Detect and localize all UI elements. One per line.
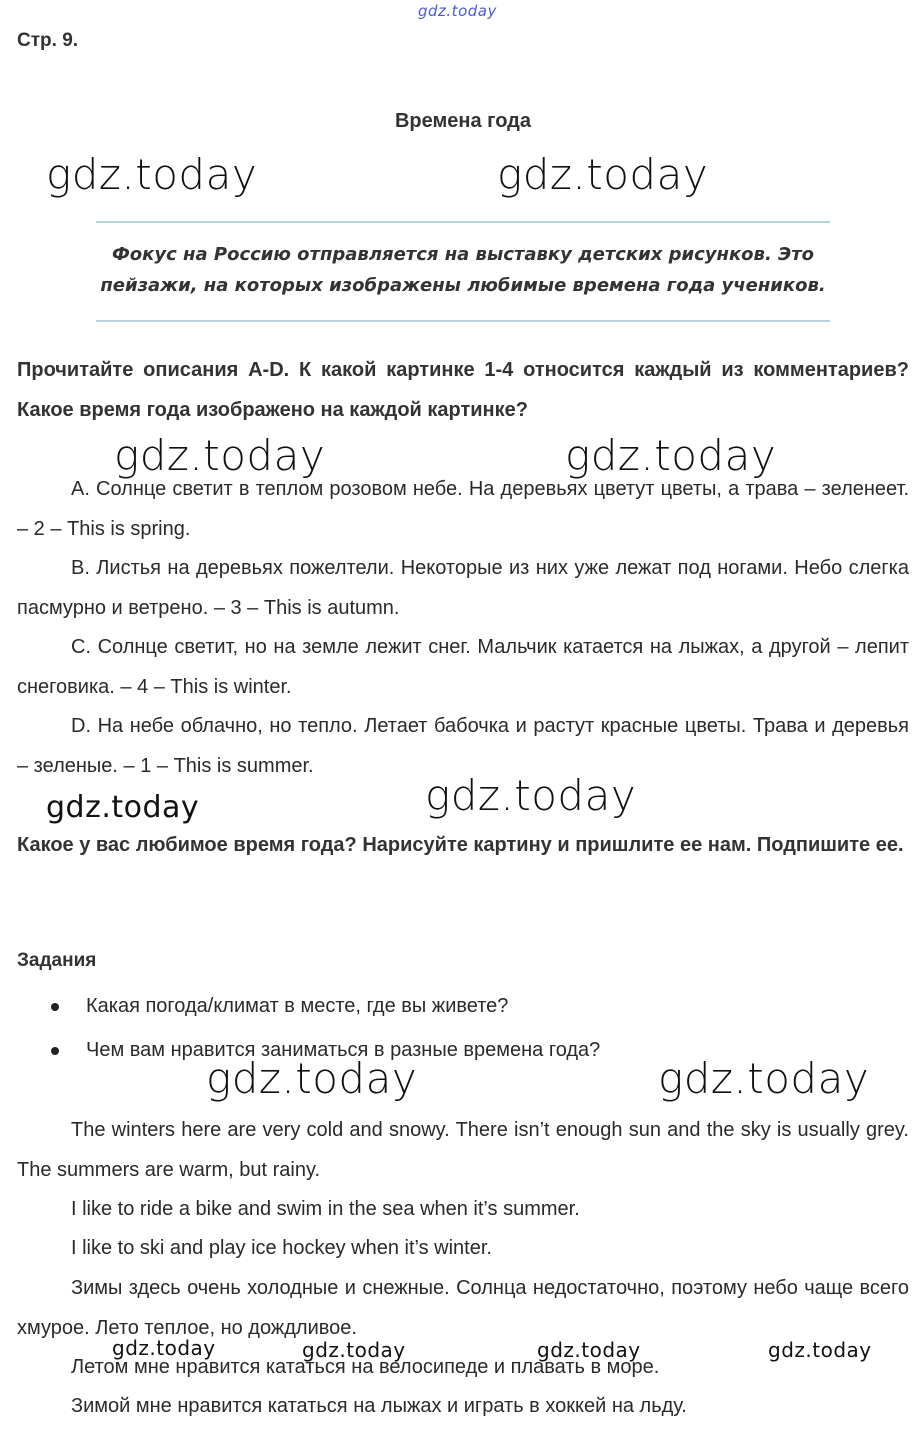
watermark: gdz.today	[497, 150, 709, 199]
list-item	[0, 987, 600, 1031]
task-draw: Какое у вас любимое время года? Нарисуйте картину и пришлите ее нам. Подпишите ее.	[17, 834, 904, 856]
russian-answer-weather: Зимы здесь очень холодные и снежные. Солнца недостаточно, поэтому небо чаще всего хмурое. Лето теплое, но дождливое.	[17, 1277, 909, 1339]
watermark: gdz.today	[46, 790, 200, 825]
answer-c: C. Солнце светит, но на земле лежит снег. Мальчик катается на лыжах, а другой – лепит снеговика. – 4 – This is winter.	[17, 636, 909, 698]
watermark: gdz.today	[565, 431, 777, 480]
watermark: gdz.today	[206, 1054, 418, 1103]
task-instructions: Прочитайте описания A-D. К какой картинке 1-4 относится каждый из комментариев? Какое время года изображено на каждой картинке?	[17, 359, 909, 421]
watermark-top: gdz.today	[418, 2, 497, 20]
answer-b: B. Листья на деревьях пожелтели. Некоторые из них уже лежат под ногами. Небо слегка пасмурно и ветрено. – 3 – This is autumn.	[17, 557, 909, 619]
answer-a: A. Солнце светит в теплом розовом небе. На деревьях цветут цветы, а трава – зеленеет. – 2 – This is spring.	[17, 478, 909, 540]
english-answer-summer: I like to ride a bike and swim in the sea when it’s summer.	[71, 1198, 580, 1220]
bullet-icon	[51, 1003, 59, 1011]
divider-bottom	[96, 320, 830, 322]
english-answer-weather: The winters here are very cold and snowy. There isn’t enough sun and the sky is usually grey. The summers are warm, but rainy.	[17, 1119, 909, 1181]
watermark: gdz.today	[112, 1336, 216, 1360]
watermark: gdz.today	[658, 1054, 870, 1103]
answer-d: D. На небе облачно, но тепло. Летает бабочка и растут красные цветы. Трава и деревья – зеленые. – 1 – This is summer.	[17, 715, 909, 777]
english-answer-winter: I like to ski and play ice hockey when it’s winter.	[71, 1237, 492, 1259]
watermark: gdz.today	[768, 1338, 872, 1362]
intro-text: Фокус на Россию отправляется на выставку детских рисунков. Это пейзажи, на которых изображены любимые времена года учеников.	[100, 244, 826, 296]
list-item-text: Какая погода/климат в месте, где вы живете?	[86, 995, 509, 1017]
russian-answer-summer: Летом мне нравится кататься на велосипеде и плавать в море.	[71, 1356, 660, 1378]
bullet-icon	[51, 1047, 59, 1055]
watermark: gdz.today	[46, 150, 258, 199]
list-item-text: Чем вам нравится заниматься в разные времена года?	[86, 1039, 601, 1061]
watermark: gdz.today	[425, 771, 637, 820]
tasks-heading: Задания	[17, 950, 97, 971]
russian-answer-winter: Зимой мне нравится кататься на лыжах и играть в хоккей на льду.	[71, 1395, 687, 1417]
watermark: gdz.today	[302, 1338, 406, 1362]
page-number: Стр. 9.	[17, 30, 79, 51]
watermark: gdz.today	[114, 431, 326, 480]
page-title: Времена года	[394, 110, 532, 132]
divider-top	[96, 221, 830, 223]
watermark: gdz.today	[537, 1338, 641, 1362]
